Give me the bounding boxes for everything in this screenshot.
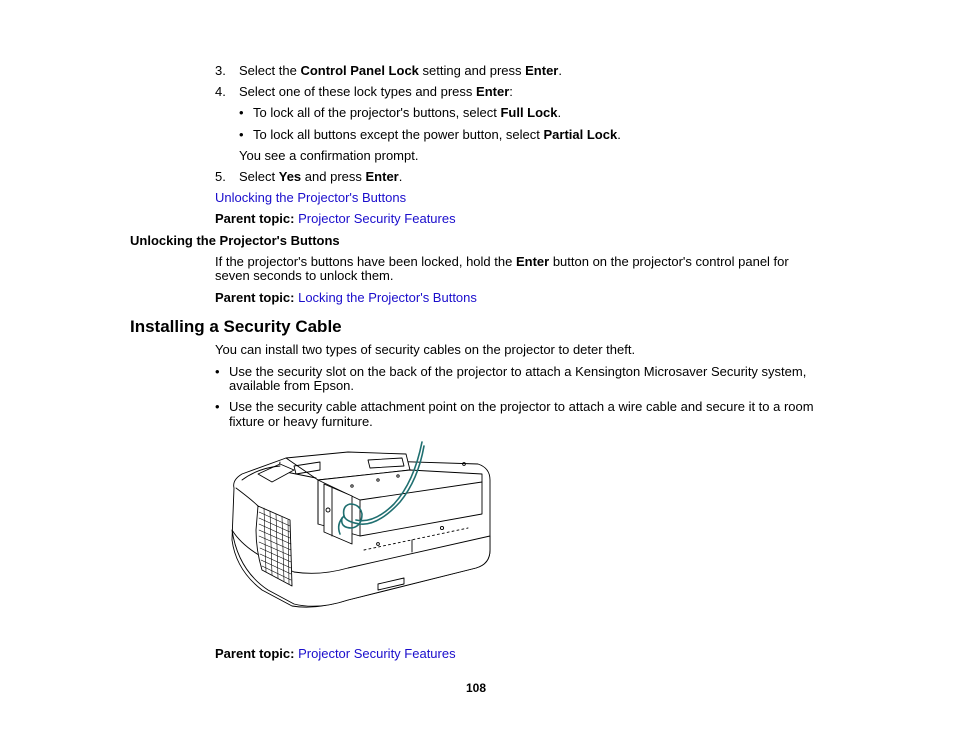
bold-term: Enter [525,63,559,78]
bold-term: Control Panel Lock [300,63,419,78]
cable-bullet-2-line2: fixture or heavy furniture. [229,414,373,429]
cable-intro: You can install two types of security cables on the projector to deter theft. [215,342,636,357]
link-projector-security-features[interactable]: Projector Security Features [298,646,456,661]
section-heading-security-cable: Installing a Security Cable [130,317,342,336]
text: button on the projector's control panel for [549,254,789,269]
cable-bullet-1-line2: available from Epson. [229,378,355,393]
text: . [398,169,403,184]
confirmation-text: You see a confirmation prompt. [239,148,419,163]
bullet: • [239,105,244,120]
text: setting and press [418,63,526,78]
bold-term: Yes [278,169,302,184]
cable-bullet-2-line1: Use the security cable attachment point on the projector to attach a wire cable and secure it to a room [229,399,814,414]
step-5 [215,169,226,184]
bullet-full-lock [253,105,561,120]
text: : [509,84,513,99]
bold-term: Enter [476,84,510,99]
link-projector-security-features[interactable]: Projector Security Features [298,211,456,226]
page-number: 108 [466,681,487,695]
text: . [558,63,562,78]
bold-term: Enter [365,169,399,184]
cable-bullet-1-line1: Use the security slot on the back of the projector to attach a Kensington Microsaver Security system, [229,364,807,379]
step-3-text [239,63,562,78]
text: and press [301,169,366,184]
bullet-mark [215,364,220,379]
parent-topic-3 [215,646,456,661]
step-number: 5. [215,169,226,184]
step-5-text [239,169,402,184]
bold-term: Partial Lock [543,127,618,142]
bullet: • [239,127,244,142]
parent-topic-label: Parent topic: [215,211,295,226]
text: Select the [239,63,301,78]
projector-illustration [228,440,492,612]
link-unlocking-buttons[interactable]: Unlocking the Projector's Buttons [215,190,407,205]
parent-topic-label: Parent topic: [215,290,295,305]
bullet: • [215,364,220,379]
step-4 [215,84,226,99]
step-4-text [239,84,513,99]
text: Select [239,169,279,184]
text: Select one of these lock types and press [239,84,477,99]
text: To lock all of the projector's buttons, select [253,105,501,120]
bullet-mark [239,127,244,142]
text: If the projector's buttons have been locked, hold the [215,254,516,269]
section-heading-unlocking: Unlocking the Projector's Buttons [130,233,340,248]
bold-term: Full Lock [500,105,558,120]
parent-topic-2 [215,290,477,305]
text: To lock all buttons except the power button, select [253,127,544,142]
unlock-paragraph-line1 [215,254,789,269]
parent-topic-1 [215,211,456,226]
bullet-mark [239,105,244,120]
link-locking-buttons[interactable]: Locking the Projector's Buttons [298,290,477,305]
step-3 [215,63,226,78]
step-number: 4. [215,84,226,99]
bullet-mark [215,399,220,414]
unlock-paragraph-line2: seven seconds to unlock them. [215,268,394,283]
parent-topic-label: Parent topic: [215,646,295,661]
text: . [557,105,562,120]
bullet-partial-lock [253,127,621,142]
bold-term: Enter [515,254,550,269]
bullet: • [215,399,220,414]
text: . [617,127,621,142]
step-number: 3. [215,63,226,78]
